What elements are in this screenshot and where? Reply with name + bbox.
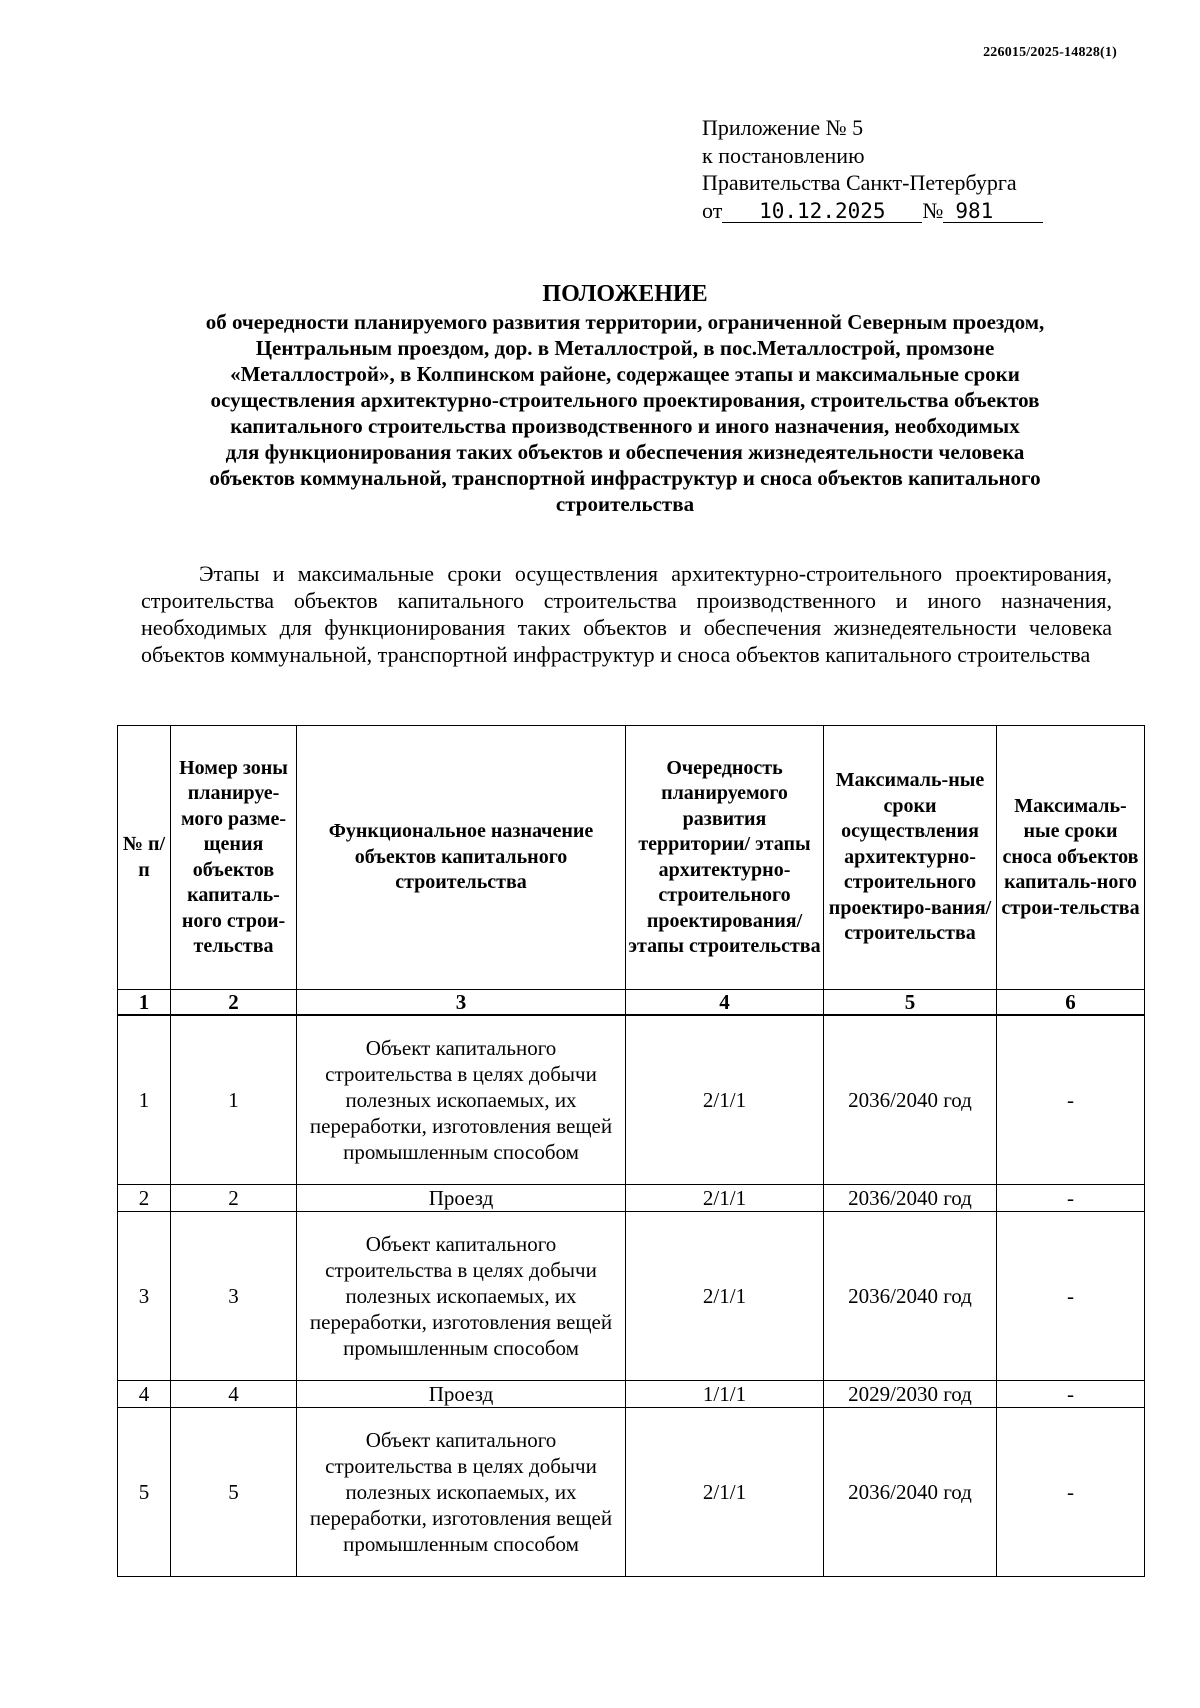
header-cell: Максималь-ные сроки сноса объектов капиталь-ного строи-тельства	[997, 726, 1145, 990]
cell-stage: 2/1/1	[626, 1408, 824, 1577]
cell-term: 2036/2040 год	[824, 1015, 997, 1185]
cell-zone: 4	[171, 1381, 297, 1408]
table-row	[118, 1212, 1145, 1381]
appendix-date-line	[702, 197, 1043, 225]
table-header-row	[118, 726, 1145, 990]
title-line: об очередности планируемого развития территории, ограниченной Северным проездом,	[205, 310, 1045, 334]
decree-date: 10.12.2025	[722, 200, 922, 223]
title-main: ПОЛОЖЕНИЕ	[542, 281, 708, 307]
cell-stage: 1/1/1	[626, 1381, 824, 1408]
column-number: 5	[824, 990, 997, 1016]
cell-zone: 2	[171, 1185, 297, 1212]
cell-stage: 2/1/1	[626, 1212, 824, 1381]
document-title	[120, 279, 1130, 517]
column-number: 6	[997, 990, 1145, 1016]
cell-index: 3	[118, 1212, 171, 1381]
column-number: 4	[626, 990, 824, 1016]
cell-purpose: Объект капитального строительства в целях добычи полезных ископаемых, их переработки, изготовления вещей промышленным способом	[297, 1408, 626, 1577]
cell-purpose: Объект капитального строительства в целях добычи полезных ископаемых, их переработки, изготовления вещей промышленным способом	[297, 1015, 626, 1185]
appendix-line-3: Правительства Санкт-Петербурга	[702, 170, 1017, 195]
header-cell: Номер зоны планируе-мого разме-щения объектов капиталь-ного строи-тельства	[171, 726, 297, 990]
header-cell: № п/п	[118, 726, 171, 990]
cell-term: 2029/2030 год	[824, 1381, 997, 1408]
header-cell: Максималь-ные сроки осуществления архитектурно-строительного проектиро-вания/ строительства	[824, 726, 997, 990]
decree-number: 981	[943, 200, 1043, 223]
intro-paragraph: Этапы и максимальные сроки осуществления архитектурно-строительного проектирования, строительства объектов капитального строительства производственного и иного назначения, необходимых для функционирования таких объектов и обеспечения жизнедеятельности человека объектов коммунальной, транспортной инфраструктур и сноса объектов капитального строительства	[141, 561, 1112, 667]
table-row	[118, 1185, 1145, 1212]
cell-demolition: -	[997, 1408, 1145, 1577]
title-line: объектов коммунальной, транспортной инфраструктур и сноса объектов капитального	[209, 466, 1041, 490]
cell-index: 1	[118, 1015, 171, 1185]
cell-demolition: -	[997, 1212, 1145, 1381]
cell-purpose: Объект капитального строительства в целях добычи полезных ископаемых, их переработки, изготовления вещей промышленным способом	[297, 1212, 626, 1381]
cell-purpose: Проезд	[297, 1185, 626, 1212]
cell-term: 2036/2040 год	[824, 1408, 997, 1577]
from-label: от	[702, 197, 723, 223]
title-line: Центральным проездом, дор. в Металлострой, в пос.Металлострой, промзоне	[255, 336, 995, 360]
cell-term: 2036/2040 год	[824, 1185, 997, 1212]
title-line: осуществления архитектурно-строительного проектирования, строительства объектов	[210, 388, 1040, 412]
cell-index: 5	[118, 1408, 171, 1577]
table-row	[118, 1408, 1145, 1577]
cell-zone: 1	[171, 1015, 297, 1185]
number-label: №	[922, 197, 944, 223]
cell-demolition: -	[997, 1015, 1145, 1185]
cell-term: 2036/2040 год	[824, 1212, 997, 1381]
column-number: 1	[118, 990, 171, 1016]
cell-zone: 3	[171, 1212, 297, 1381]
cell-purpose: Проезд	[297, 1381, 626, 1408]
stages-table	[117, 725, 1145, 1577]
cell-zone: 5	[171, 1408, 297, 1577]
table-row	[118, 1015, 1145, 1185]
table-row	[118, 1381, 1145, 1408]
cell-demolition: -	[997, 1185, 1145, 1212]
column-number: 2	[171, 990, 297, 1016]
title-line: для функционирования таких объектов и обеспечения жизнедеятельности человека	[225, 440, 1025, 464]
column-number: 3	[297, 990, 626, 1016]
header-cell: Очередность планируемого развития территории/ этапы архитектурно-строительного проектирования/ этапы строительства	[626, 726, 824, 990]
appendix-line-1: Приложение № 5	[702, 115, 864, 140]
cell-stage: 2/1/1	[626, 1185, 824, 1212]
header-cell: Функциональное назначение объектов капитального строительства	[297, 726, 626, 990]
appendix-block	[702, 114, 1043, 224]
title-line: капитального строительства производственного и иного назначения, необходимых	[230, 414, 1020, 438]
cell-demolition: -	[997, 1381, 1145, 1408]
cell-stage: 2/1/1	[626, 1015, 824, 1185]
cell-index: 2	[118, 1185, 171, 1212]
document-number: 226015/2025-14828(1)	[983, 45, 1117, 60]
title-line: «Металлострой», в Колпинском районе, содержащее этапы и максимальные сроки	[230, 362, 1020, 386]
appendix-line-2: к постановлению	[702, 142, 865, 168]
cell-index: 4	[118, 1381, 171, 1408]
column-number-row	[118, 990, 1145, 1016]
title-line: строительства	[555, 492, 695, 516]
